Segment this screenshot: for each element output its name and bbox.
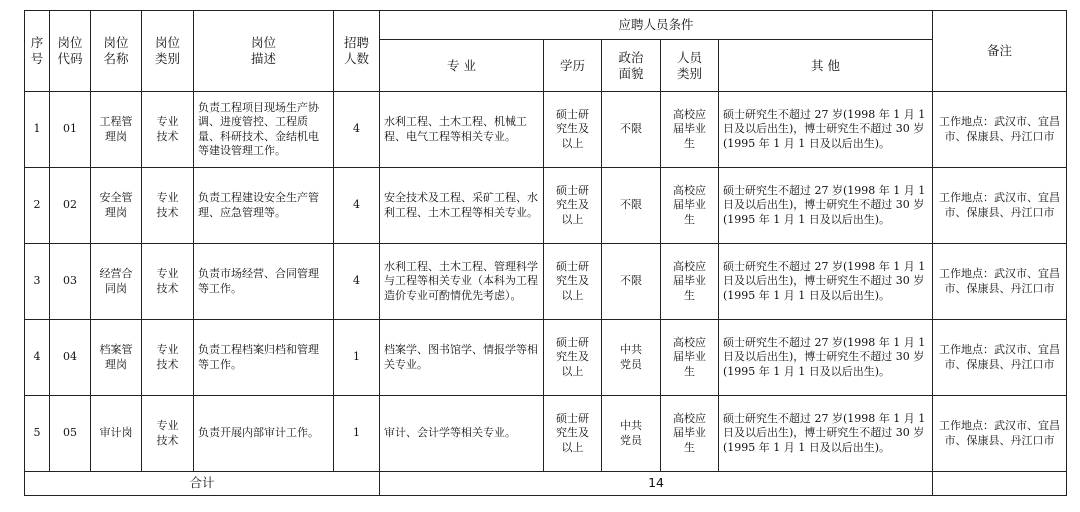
cell-count: 4 xyxy=(334,244,380,320)
cell-count: 1 xyxy=(334,320,380,396)
cell-name: 安全管 理岗 xyxy=(91,168,142,244)
cell-major: 安全技术及工程、采矿工程、水利工程、土木工程等相关专业。 xyxy=(380,168,544,244)
cell-other: 硕士研究生不超过 27 岁(1998 年 1 月 1 日及以后出生)，博士研究生不超过 30 岁(1995 年 1 月 1 日及以后出生)。 xyxy=(719,396,933,472)
header-row-1 xyxy=(25,11,1067,40)
cell-code: 03 xyxy=(50,244,91,320)
header-remark: 备注 xyxy=(933,11,1067,92)
cell-political: 不限 xyxy=(602,92,661,168)
cell-other: 硕士研究生不超过 27 岁(1998 年 1 月 1 日及以后出生)，博士研究生不超过 30 岁(1995 年 1 月 1 日及以后出生)。 xyxy=(719,92,933,168)
cell-other: 硕士研究生不超过 27 岁(1998 年 1 月 1 日及以后出生)，博士研究生不超过 30 岁(1995 年 1 月 1 日及以后出生)。 xyxy=(719,168,933,244)
header-code: 岗位 代码 xyxy=(50,11,91,92)
cell-desc: 负责市场经营、合同管理等工作。 xyxy=(194,244,334,320)
cell-personnel: 高校应 届毕业 生 xyxy=(661,396,719,472)
cell-code: 04 xyxy=(50,320,91,396)
cell-political: 中共 党员 xyxy=(602,320,661,396)
cell-category: 专业 技术 xyxy=(142,396,194,472)
header-other: 其 他 xyxy=(719,40,933,92)
cell-seq: 3 xyxy=(25,244,50,320)
cell-major: 水利工程、土木工程、机械工程、电气工程等相关专业。 xyxy=(380,92,544,168)
cell-major: 审计、会计学等相关专业。 xyxy=(380,396,544,472)
cell-other: 硕士研究生不超过 27 岁(1998 年 1 月 1 日及以后出生)，博士研究生不超过 30 岁(1995 年 1 月 1 日及以后出生)。 xyxy=(719,320,933,396)
cell-desc: 负责工程建设安全生产管理、应急管理等。 xyxy=(194,168,334,244)
cell-seq: 5 xyxy=(25,396,50,472)
cell-desc: 负责工程档案归档和管理等工作。 xyxy=(194,320,334,396)
cell-seq: 4 xyxy=(25,320,50,396)
cell-category: 专业 技术 xyxy=(142,92,194,168)
total-value: 14 xyxy=(380,472,933,496)
cell-personnel: 高校应 届毕业 生 xyxy=(661,320,719,396)
cell-code: 02 xyxy=(50,168,91,244)
total-remark-empty xyxy=(933,472,1067,496)
table-row xyxy=(25,244,1067,320)
total-row xyxy=(25,472,1067,496)
header-education: 学历 xyxy=(544,40,602,92)
table-row xyxy=(25,320,1067,396)
header-seq: 序 号 xyxy=(25,11,50,92)
cell-category: 专业 技术 xyxy=(142,320,194,396)
cell-personnel: 高校应 届毕业 生 xyxy=(661,168,719,244)
cell-name: 经营合 同岗 xyxy=(91,244,142,320)
cell-education: 硕士研 究生及 以上 xyxy=(544,244,602,320)
cell-seq: 1 xyxy=(25,92,50,168)
header-name: 岗位 名称 xyxy=(91,11,142,92)
cell-code: 05 xyxy=(50,396,91,472)
cell-count: 4 xyxy=(334,168,380,244)
cell-count: 4 xyxy=(334,92,380,168)
cell-political: 不限 xyxy=(602,244,661,320)
cell-code: 01 xyxy=(50,92,91,168)
header-political: 政治 面貌 xyxy=(602,40,661,92)
cell-education: 硕士研 究生及 以上 xyxy=(544,396,602,472)
cell-name: 工程管 理岗 xyxy=(91,92,142,168)
header-count: 招聘 人数 xyxy=(334,11,380,92)
cell-name: 审计岗 xyxy=(91,396,142,472)
cell-political: 中共 党员 xyxy=(602,396,661,472)
recruitment-table-container xyxy=(24,10,1067,496)
recruitment-table xyxy=(24,10,1067,496)
cell-major: 水利工程、土木工程、管理科学与工程等相关专业（本科为工程造价专业可酌情优先考虑）。 xyxy=(380,244,544,320)
cell-remark: 工作地点：武汉市、宜昌市、保康县、丹江口市 xyxy=(933,168,1067,244)
cell-major: 档案学、图书馆学、情报学等相关专业。 xyxy=(380,320,544,396)
cell-personnel: 高校应 届毕业 生 xyxy=(661,92,719,168)
table-row xyxy=(25,396,1067,472)
cell-education: 硕士研 究生及 以上 xyxy=(544,320,602,396)
cell-category: 专业 技术 xyxy=(142,168,194,244)
header-category: 岗位 类别 xyxy=(142,11,194,92)
cell-desc: 负责开展内部审计工作。 xyxy=(194,396,334,472)
cell-category: 专业 技术 xyxy=(142,244,194,320)
cell-remark: 工作地点：武汉市、宜昌市、保康县、丹江口市 xyxy=(933,396,1067,472)
cell-name: 档案管 理岗 xyxy=(91,320,142,396)
cell-count: 1 xyxy=(334,396,380,472)
header-conditions: 应聘人员条件 xyxy=(380,11,933,40)
cell-other: 硕士研究生不超过 27 岁(1998 年 1 月 1 日及以后出生)，博士研究生不超过 30 岁(1995 年 1 月 1 日及以后出生)。 xyxy=(719,244,933,320)
cell-education: 硕士研 究生及 以上 xyxy=(544,92,602,168)
total-label: 合计 xyxy=(25,472,380,496)
table-row xyxy=(25,168,1067,244)
header-personnel: 人员 类别 xyxy=(661,40,719,92)
cell-remark: 工作地点：武汉市、宜昌市、保康县、丹江口市 xyxy=(933,92,1067,168)
header-desc: 岗位 描述 xyxy=(194,11,334,92)
table-row xyxy=(25,92,1067,168)
cell-remark: 工作地点：武汉市、宜昌市、保康县、丹江口市 xyxy=(933,320,1067,396)
cell-remark: 工作地点：武汉市、宜昌市、保康县、丹江口市 xyxy=(933,244,1067,320)
header-major: 专 业 xyxy=(380,40,544,92)
cell-seq: 2 xyxy=(25,168,50,244)
cell-education: 硕士研 究生及 以上 xyxy=(544,168,602,244)
cell-political: 不限 xyxy=(602,168,661,244)
cell-desc: 负责工程项目现场生产协调、进度管控、工程质量、科研技术、金结机电等建设管理工作。 xyxy=(194,92,334,168)
cell-personnel: 高校应 届毕业 生 xyxy=(661,244,719,320)
